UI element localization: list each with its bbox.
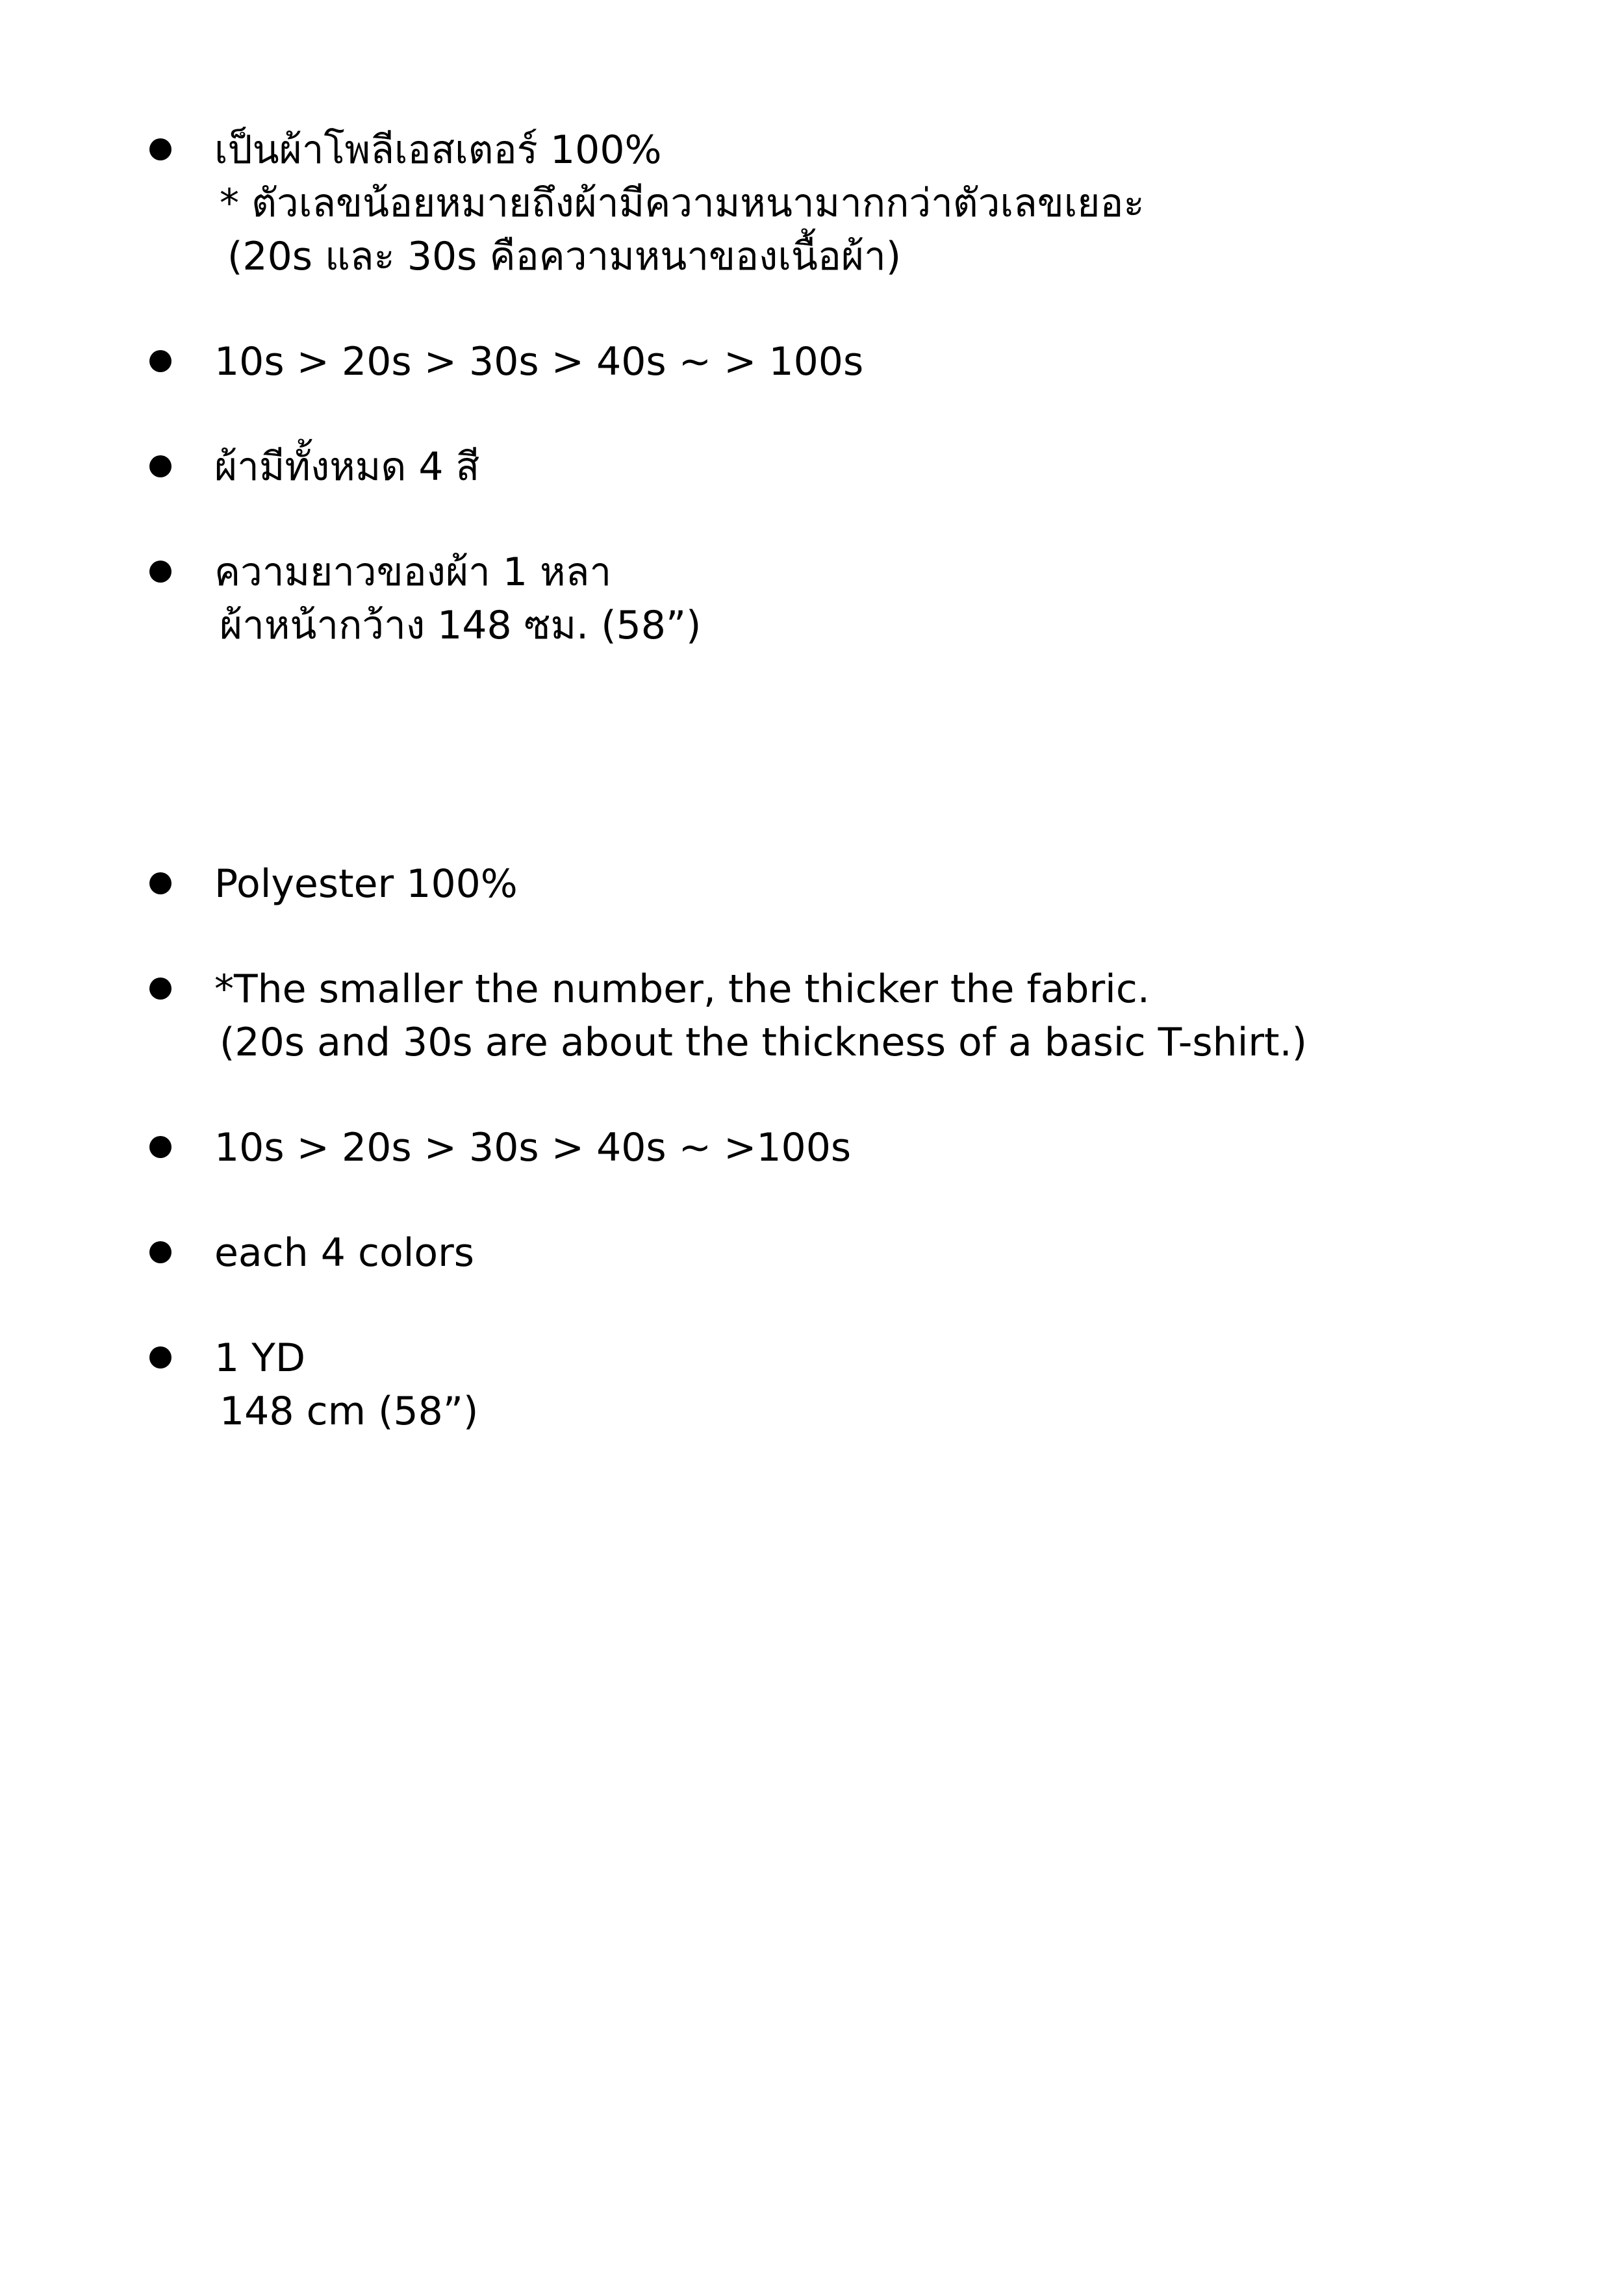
list-item	[0, 335, 1624, 388]
list-item	[0, 963, 1624, 1069]
list-item	[0, 1226, 1624, 1280]
list-item	[0, 857, 1624, 911]
bullet-icon	[149, 1346, 171, 1369]
item-text: each 4 colors	[214, 1230, 475, 1276]
bullet-icon	[149, 872, 171, 894]
item-note: ผ้าหน้ากว้าง 148 ซม. (58”)	[220, 603, 702, 648]
bullet-icon	[149, 978, 171, 1000]
item-text: ผ้ามีทั้งหมด 4 สี	[214, 444, 480, 490]
item-text: เป็นผ้าโพลีเอสเตอร์ 100%	[214, 127, 662, 173]
list-item	[0, 440, 1624, 494]
item-text: ความยาวของผ้า 1 หลา	[214, 549, 612, 595]
item-note: (20s and 30s are about the thickness of a basic T-shirt.)	[220, 1020, 1308, 1065]
thai-bullet-list	[0, 123, 1624, 704]
bullet-icon	[149, 1241, 171, 1263]
item-note: 148 cm (58”)	[220, 1389, 479, 1434]
item-text: 1 YD	[214, 1335, 306, 1381]
bullet-icon	[149, 455, 171, 477]
list-item	[0, 123, 1624, 283]
item-text: 10s > 20s > 30s > 40s ~ >100s	[214, 1125, 852, 1170]
item-note: * ตัวเลขน้อยหมายถึงผ้ามีความหนามากกว่าตัวเลขเยอะ	[220, 181, 1145, 226]
list-item	[0, 1331, 1624, 1438]
item-text: Polyester 100%	[214, 861, 518, 907]
item-text: 10s > 20s > 30s > 40s ~ > 100s	[214, 339, 864, 385]
bullet-icon	[149, 350, 171, 372]
item-text: *The smaller the number, the thicker the fabric.	[214, 966, 1150, 1012]
item-note: (20s และ 30s คือความหนาของเนื้อผ้า)	[227, 234, 902, 279]
bullet-icon	[149, 138, 171, 160]
bullet-icon	[149, 1136, 171, 1158]
list-item	[0, 1121, 1624, 1174]
list-item	[0, 546, 1624, 652]
english-bullet-list	[0, 857, 1624, 1490]
bullet-icon	[149, 561, 171, 583]
